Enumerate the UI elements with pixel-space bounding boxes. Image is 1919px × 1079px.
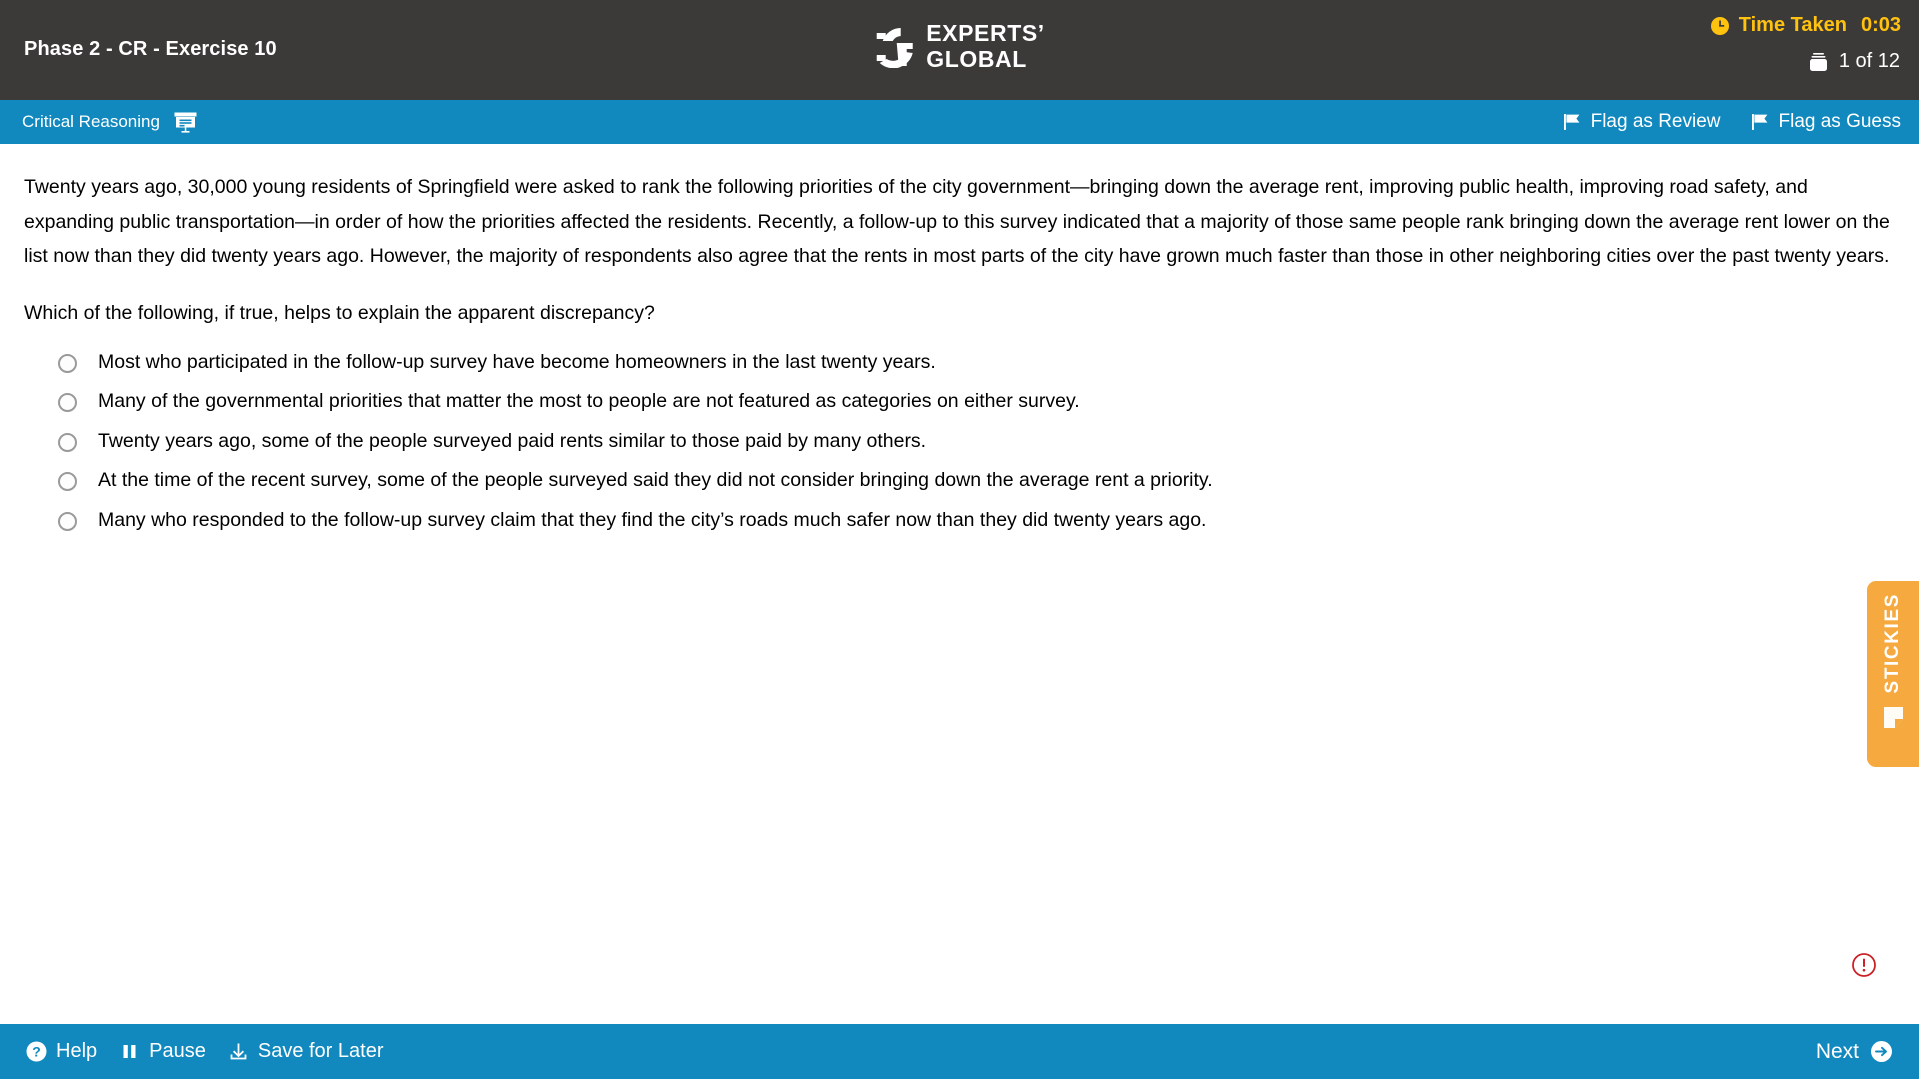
- radio-button[interactable]: [58, 433, 77, 452]
- answer-option-label: Many who responded to the follow-up survey claim that they find the city’s roads much safer now than they did twenty years ago.: [98, 508, 1207, 531]
- flag-as-review-button[interactable]: [1563, 111, 1721, 133]
- answer-option[interactable]: [58, 468, 1895, 492]
- question-progress-label: 1 of 12: [1838, 50, 1900, 72]
- clock-icon: [1710, 16, 1730, 36]
- radio-button[interactable]: [58, 393, 77, 412]
- answer-option-label: Twenty years ago, some of the people surveyed paid rents similar to those paid by many others.: [98, 429, 927, 452]
- pause-icon: [119, 1041, 140, 1062]
- time-taken-row: [1710, 14, 1901, 37]
- section-bar: [0, 100, 1919, 144]
- next-button[interactable]: [1816, 1040, 1897, 1064]
- brand-line-global: GLOBAL: [926, 46, 1027, 72]
- save-for-later-label: Save for Later: [257, 1040, 384, 1062]
- question-progress-row: [1710, 50, 1901, 73]
- stickies-tab[interactable]: [1867, 581, 1919, 767]
- radio-button[interactable]: [58, 354, 77, 373]
- answer-option-label: Most who participated in the follow-up survey have become homeowners in the last twenty years.: [98, 350, 936, 373]
- top-header: [0, 0, 1919, 100]
- timer-block: [1710, 14, 1901, 73]
- sticky-note-icon: [1880, 704, 1907, 731]
- stickies-label: STICKIES: [1882, 593, 1903, 694]
- svg-text:?: ?: [32, 1043, 41, 1060]
- time-taken-value: 0:03: [1860, 14, 1901, 36]
- flag-as-review-label: Flag as Review: [1590, 111, 1721, 132]
- flag-as-guess-button[interactable]: [1751, 111, 1902, 133]
- flag-as-guess-label: Flag as Guess: [1778, 111, 1901, 132]
- download-arrow-icon: [228, 1041, 249, 1062]
- bottom-toolbar-left: [26, 1040, 383, 1063]
- answer-options-list: [24, 350, 1895, 532]
- section-name: [22, 112, 197, 133]
- answer-option[interactable]: [58, 389, 1895, 413]
- answer-option[interactable]: [58, 429, 1895, 453]
- flag-button-group: [1563, 111, 1901, 133]
- page-title: Phase 2 - CR - Exercise 10: [24, 38, 277, 60]
- flag-icon: [1751, 113, 1769, 131]
- pause-label: Pause: [149, 1040, 206, 1062]
- passage-text: Twenty years ago, 30,000 young residents of Springfield were asked to rank the following priorities of the city government—bringing down the average rent, improving public health, improving road safety, and expanding public transportation—in order of how the priorities affected the residents. Recently, a follow-up to this survey indicated that a majority of those same people rank bringing down the average rent lower on the list now than they did twenty years ago. However, the majority of respondents also agree that the rents in most parts of the city have grown much faster than those in other neighboring cities over the past twenty years.: [24, 176, 1890, 267]
- experts-global-logo-icon: [874, 26, 914, 68]
- brand-wordmark: [926, 22, 1045, 71]
- presentation-board-icon[interactable]: [174, 112, 197, 133]
- answer-option[interactable]: [58, 350, 1895, 374]
- brand-logo: [874, 22, 1045, 71]
- answer-option-label: Many of the governmental priorities that matter the most to people are not featured as categories on either survey.: [98, 390, 1080, 412]
- section-name-label: Critical Reasoning: [22, 112, 160, 131]
- question-mark-circle-icon: [26, 1041, 47, 1062]
- radio-button[interactable]: [58, 472, 77, 491]
- next-label: Next: [1815, 1039, 1859, 1063]
- save-for-later-button[interactable]: [228, 1040, 384, 1063]
- arrow-right-circle-icon: [1870, 1040, 1893, 1063]
- help-button[interactable]: [26, 1040, 97, 1063]
- question-stem: Which of the following, if true, helps to explain the apparent discrepancy?: [24, 301, 655, 324]
- answer-option-label: At the time of the recent survey, some of the people surveyed said they did not consider bringing down the average rent a priority.: [98, 469, 1213, 491]
- warning-exclamation-icon[interactable]: [1851, 952, 1877, 978]
- bottom-toolbar: [0, 1024, 1919, 1079]
- pause-button[interactable]: [119, 1040, 206, 1063]
- flag-icon: [1563, 113, 1581, 131]
- question-content-area: [0, 144, 1919, 1024]
- answer-option[interactable]: [58, 508, 1895, 532]
- help-label: Help: [56, 1040, 98, 1062]
- brand-line-experts: EXPERTS’: [926, 20, 1045, 46]
- radio-button[interactable]: [58, 512, 77, 531]
- time-taken-label: Time Taken: [1738, 14, 1847, 36]
- stack-icon: [1808, 52, 1829, 72]
